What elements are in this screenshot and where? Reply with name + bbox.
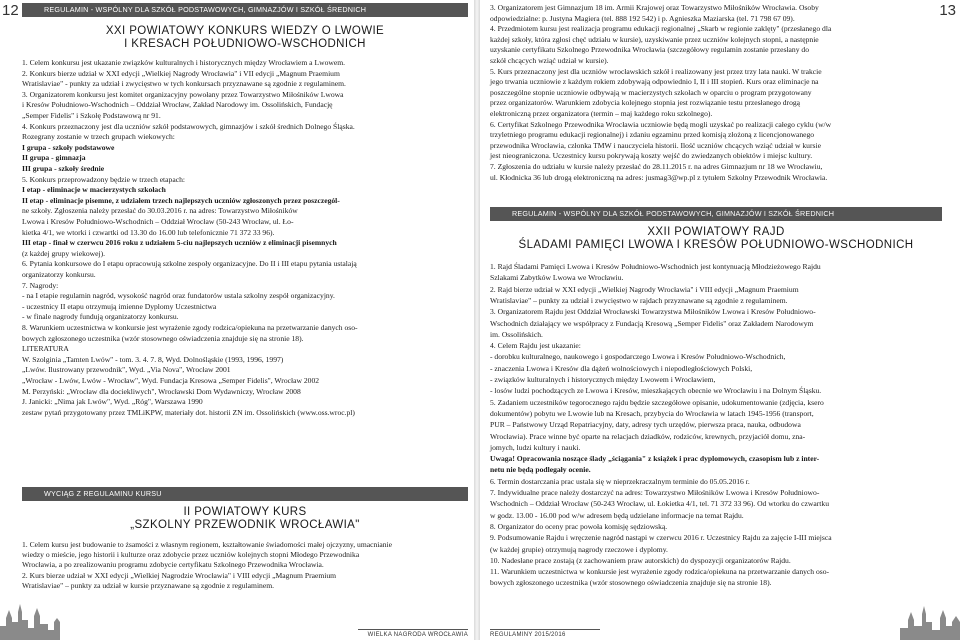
text-line: jego trwania uczniowie z każdym rokiem zdobywają odpowiednio I, II i III stopień. Kurs oraz eliminacje na [490, 77, 819, 87]
text-line: - na I etapie regulamin nagród, wysokość nagród oraz fundatorów ustala szkolny zespół organizacyjny. [22, 291, 335, 301]
text-line: III grupa - szkoły średnie [22, 164, 105, 173]
text-line: 6. Certyfikat Szkolnego Przewodnika Wrocławia uczniowie będą mogli uzyskać po realizacji całego cyklu (w/w [490, 119, 832, 129]
text-line: I etap - eliminacje w macierzystych szkołach [22, 185, 166, 195]
text-line: Wratislaviae" - punkty za udział i zwycięstwo w tych konkursach przyznawane są zgodnie z regulaminem. [22, 79, 346, 89]
text-line: Wratislaviae" – punkty za udział i zwycięstwo w rajdach przyznawane są zgodnie z regulaminem. [490, 295, 788, 305]
text-line: zestaw pytań przygotowany przez TMLiKPW, materiały dot. historii ZN im. Ossolińskich (www.oss.wroc.pl) [22, 407, 355, 417]
title-line: II POWIATOWY KURS [183, 506, 307, 518]
text-line: 8. Organizator do oceny prac powoła komisję sędziowską. [490, 521, 668, 531]
text-line: 1. Celem kursu jest budowanie to żsamości z własnym regionem, kształtowanie świadomości małej ojczyzny, umacnianie [22, 540, 393, 549]
title-line: XXII POWIATOWY RAJD [647, 226, 785, 238]
text-line: PUR – Państwowy Urząd Repatriacyjny, daty, adresy tych urzędów, pierwsza praca, nauka, odbudowa [490, 420, 801, 430]
text-line: - znaczenia Lwowa i Kresów dla dążeń wolnościowych i niepodległościowych Polski, [490, 363, 753, 373]
text-line: ul. Kłodnicka 36 lub drogą elektroniczną na adres: jusmag3@wp.pl z tytułem Szkolny Przewodnik Wrocławia. [490, 172, 828, 182]
text-line: Wratislaviae" – punkty za udział w kursie przyznawane są zgodnie z regulaminem. [22, 580, 275, 590]
text-line: 3. Organizatorem jest Gimnazjum 18 im. Armii Krajowej oraz Towarzystwo Miłośników Wrocławia. Osoby [490, 3, 819, 12]
text-line: Wrocławia). Prace winne być oparte na relacjach dziadków, rodziców, krewnych, przyjaciół domu, zna- [490, 431, 806, 441]
footer: WIELKA NAGRODA WROCŁAWIA [358, 629, 468, 638]
city-skyline-icon [900, 592, 960, 640]
text-line: 2. Rajd bierze udział w XXI edycji „Wielkiej Nagrody Wrocławia" i VIII edycji „Magnum Praemium [490, 284, 799, 294]
text-line: w godz. 13.00 - 16.00 pod w/w adresem będą udzielane informacje na temat Rajdu. [490, 510, 744, 520]
text-line: kietka 4/1, we wtorki i czwartki od 13.30 do 16.00 lub telefonicznie 71 372 33 96). [22, 227, 275, 237]
text-line: - losów ludzi pochodzących ze Lwowa i Kresów, mieszkających obecnie we Wrocławiu i na Dolnym Śląsku. [490, 386, 822, 396]
course-title [22, 506, 468, 532]
text-line: szkół chcących wziąć udział w kursie). [490, 56, 609, 65]
contest-title [22, 25, 468, 51]
text-line: trzyletniego programu edukacji regionalnej) i zdaniu egzaminu przed komisją złożoną z licencjonowanego [490, 130, 815, 140]
text-line: dokumentów) pobytu we Lwowie lub na Kresach, przybycia do Wrocławia w latach 1945-1956 (transport, [490, 408, 814, 418]
text-line: W. Szolginia „Tamten Lwów" - tom. 3. 4. 7. 8, Wyd. Dolnośląskie (1993, 1996, 1997) [22, 354, 284, 364]
text-line: (w każdej grupie) otrzymują nagrody rzeczowe i dyplomy. [490, 544, 668, 554]
text-line: (z każdej grupy wiekowej). [22, 248, 106, 258]
text-line: „Wrocław - Lwów, Lwów - Wrocław", Wyd. Fundacja Kresowa „Semper Fidelis", Wrocław 2002 [22, 376, 320, 385]
text-line: odpowiedzialne: p. Justyna Magiera (tel. 888 192 542) i p. Agnieszka Maziarska (tel. 71 798 67 09). [490, 13, 795, 23]
left-page [0, 0, 474, 640]
text-line: - dorobku kulturalnego, naukowego i gospodarczego Lwowa i Kresów Południowo-Wschodnich, [490, 352, 786, 362]
text-line: - w finale nagrody fundują organizatorzy konkursu. [22, 312, 179, 322]
text-line: Lwowa i Kresów Południowo-Wschodnich – Oddział Wrocław (50-243 Wrocław, ul. Ło- [22, 217, 294, 226]
footer: REGULAMINY 2015/2016 [490, 629, 600, 638]
text-line: - uczestnicy II etapu otrzymują imienne Dyplomy Uczestnictwa [22, 301, 217, 311]
text-line: „Semper Fidelis" i Szkołę Podstawową nr 91. [22, 111, 161, 120]
rally-title [490, 226, 942, 252]
text-line: 7. Zgłoszenia do udziału w kursie należy przesłać do 28.11.2015 r. na adres Gimnazjum nr 18 we Wrocławiu, [490, 162, 823, 171]
title-line: ŚLADAMI PAMIĘCI LWOWA I KRESÓW POŁUDNIOWO-WSCHODNICH [518, 239, 914, 251]
text-line: elektroniczną przez organizatora (termin – maj każdego roku szkolnego). [490, 109, 713, 118]
text-line: jest nieograniczona. Uczestnicy kursu pokrywają koszty wejść do zwiedzanych obiektów i miejsc kultury. [490, 151, 813, 161]
title-line: „SZKOLNY PRZEWODNIK WROCŁAWIA" [130, 519, 360, 531]
text-line: 4. Przedmiotem kursu jest realizacja programu edukacji regionalnej „Skarb w regionie zaklęty" (przesłanego dla [490, 24, 832, 34]
text-line: wiedzy o mieście, jego historii i kulturze oraz zdobycie przez uczniów kolejnych stopni Młodego Przewodnika [22, 550, 360, 560]
text-line: uzyskanie certyfikatu Szkolnego Przewodnika Wrocławia (szczegółowy regulamin zostanie przesłany do [490, 45, 810, 55]
text-line: 6. Termin dostarczania prac ustala się w nieprzekraczalnym terminie do 05.05.2016 r. [490, 476, 750, 486]
text-line: - związków kulturalnych i historycznych między Lwowem i Wrocławiem, [490, 375, 716, 384]
text-line: LITERATURA [22, 344, 69, 354]
text-line: przez organizatorów. Warunkiem zdobycia kolejnego stopnia jest rozwiązanie testu przesłanego drogą [490, 98, 801, 108]
text-line: przewodnika Wrocławia, członka TMW i nauczyciela historii. Ilość uczniów chcących wziąć udział w kursie [490, 140, 821, 150]
text-line: 8. Warunkiem uczestnictwa w konkursie jest wyrażenie zgody rodzica/opiekuna na przetwarzanie danych oso- [22, 323, 358, 332]
text-line: 4. Celem Rajdu jest ukazanie: [490, 341, 581, 351]
text-line: poszczególne stopnie uczniowie odbywają w macierzystych szkołach w oparciu o program przygotowany [490, 87, 812, 97]
text-line: 11. Warunkiem uczestnictwa w konkursie jest wyrażenie zgody rodzica/opiekuna na przetwarzanie danych oso- [490, 567, 830, 577]
text-line: J. Janicki: „Nima jak Lwów", Wyd. „Róg", Warszawa 1990 [22, 397, 203, 407]
section-header: WYCIĄG Z REGULAMINU KURSU [22, 487, 468, 501]
text-line: i Kresów Południowo-Wschodnich – Oddział Wrocław, Zakład Narodowy im. Ossolińskich, Fundację [22, 100, 333, 110]
text-line: Rozegrany zostanie w trzech grupach wiekowych: [22, 132, 175, 142]
text-line: Wschodnich – Oddział Wrocław (50-243 Wrocław, ul. Łokietka 4/1, tel. 71 372 33 96). Od wtorku do czwartku [490, 499, 829, 509]
text-line: bowych zgłoszonego uczestnika (wzór stosownego oświadczenia znajduje się na stronie 18). [22, 333, 304, 343]
page-number: 12 [2, 2, 19, 19]
text-line: organizatorzy konkursu. [22, 270, 96, 279]
text-line: 5. Konkurs przeprowadzony będzie w trzech etapach: [22, 174, 185, 184]
text-line: 1. Rajd Śladami Pamięci Lwowa i Kresów Południowo-Wschodnich jest kontynuacją Młodzieżowego Rajdu [490, 262, 821, 271]
text-line: II grupa - gimnazja [22, 153, 86, 163]
text-line: 9. Podsumowanie Rajdu i wręczenie nagród nastąpi w czerwcu 2016 r. Uczestnicy Rajdu za zajęcie I-III miejsca [490, 533, 832, 543]
text-line: 7. Indywidualne prace należy dostarczyć na adres: Towarzystwo Miłośników Lwowa i Kresów Południowo- [490, 488, 820, 497]
text-line: netu nie będą podlegały ocenie. [490, 465, 591, 475]
text-line: 1. Celem konkursu jest ukazanie związków kulturalnych i historycznych między Wrocławiem a Lwowem. [22, 58, 346, 67]
text-line: 6. Pytania konkursowe do I etapu opracowują szkolne zespoły organizacyjne. Do II i III etapu pytania ustalają [22, 259, 357, 269]
text-line: M. Perzyński: „Wrocław dla dociekliwych", Wrocławski Dom Wydawniczy, Wrocław 2008 [22, 386, 301, 396]
text-line: III etap - finał w czerwcu 2016 roku z udziałem 5-ciu najlepszych uczniów z eliminacji pisemnych [22, 238, 337, 248]
text-line: 7. Nagrody: [22, 280, 59, 290]
text-line: I grupa - szkoły podstawowe [22, 142, 115, 152]
text-line: 5. Kurs przeznaczony jest dla uczniów wrocławskich szkół i realizowany jest przez trzy lata nauki. W trakcie [490, 66, 822, 76]
text-line: każdej szkoły, która zgłosi chęć udziału w kursie), uzyskiwanie przez uczniów kolejnych stopni, a następnie [490, 34, 819, 44]
text-line: 5. Zadaniem uczestników tegorocznego rajdu będzie szczegółowe opisanie, udokumentowanie (zdjęcia, ksero [490, 397, 824, 407]
title-line: XXI POWIATOWY KONKURS WIEDZY O LWOWIE [105, 25, 385, 37]
page-number: 13 [939, 2, 956, 19]
text-line: Szlakami Zabytków Lwowa we Wrocławiu. [490, 273, 624, 283]
text-line: im. Ossolińskich. [490, 329, 543, 339]
section-header: REGULAMIN - WSPÓLNY DLA SZKÓŁ PODSTAWOWYCH, GIMNAZJÓW I SZKÓŁ ŚREDNICH [490, 207, 942, 221]
text-line: ne szkoły. Zgłoszenia należy przesłać do 30.03.2016 r. na adres: Towarzystwo Miłośników [22, 206, 298, 216]
title-line: I KRESACH POŁUDNIOWO-WSCHODNICH [124, 38, 366, 50]
text-line: Uwaga! Opracowania noszące ślady „ściągania" z książek i prac dyplomowych, czasopism lub z inter- [490, 454, 820, 464]
text-line: jomych, ludzi kultury i nauki. [490, 442, 581, 452]
text-line: 4. Konkurs przeznaczony jest dla uczniów szkół podstawowych, gimnazjów i szkół średnich Dolnego Śląska. [22, 121, 355, 131]
section-header: REGULAMIN - WSPÓLNY DLA SZKÓŁ PODSTAWOWYCH, GIMNAZJÓW I SZKÓŁ ŚREDNICH [22, 3, 468, 17]
text-line: 2. Kurs bierze udział w XXI edycji „Wielkiej Nagrodzie Wrocławia" i VIII edycji „Magnum Praemium [22, 570, 337, 580]
text-line: Wrocławia, a po zrealizowaniu programu zdobycie certyfikatu Szkolnego Przewodnika Wrocławia. [22, 560, 324, 570]
text-line: 2. Konkurs bierze udział w XXI edycji „Wielkiej Nagrody Wrocławia" i VII edycji „Magnum Praemium [22, 68, 340, 78]
city-skyline-icon [0, 592, 60, 640]
text-line: II etap - eliminacje pisemne, z udziałem trzech najlepszych uczniów zgłoszonych przez poszczegól- [22, 195, 340, 205]
text-line: 3. Organizatorem Rajdu jest Oddział Wrocławski Towarzystwa Miłośników Lwowa i Kresów Południowo- [490, 307, 816, 317]
text-line: 3. Organizatorem konkursu jest komitet organizacyjny powołany przez Towarzystwo Miłośników Lwowa [22, 89, 344, 99]
text-line: bowych zgłoszonego uczestnika (wzór stosownego oświadczenia znajduje się na stronie 18). [490, 578, 772, 588]
right-page [480, 0, 960, 640]
text-line: 10. Nadesłane prace zostają (z zachowaniem praw autorskich) do dyspozycji organizatorów Rajdu. [490, 555, 791, 565]
text-line: Wschodnich działający we współpracy z Fundacją Kresową „Semper Fidelis" oraz Zakładem Narodowym [490, 318, 814, 328]
text-line: „Lwów. Ilustrowany przewodnik", Wyd. „Via Nova", Wrocław 2001 [22, 365, 231, 375]
